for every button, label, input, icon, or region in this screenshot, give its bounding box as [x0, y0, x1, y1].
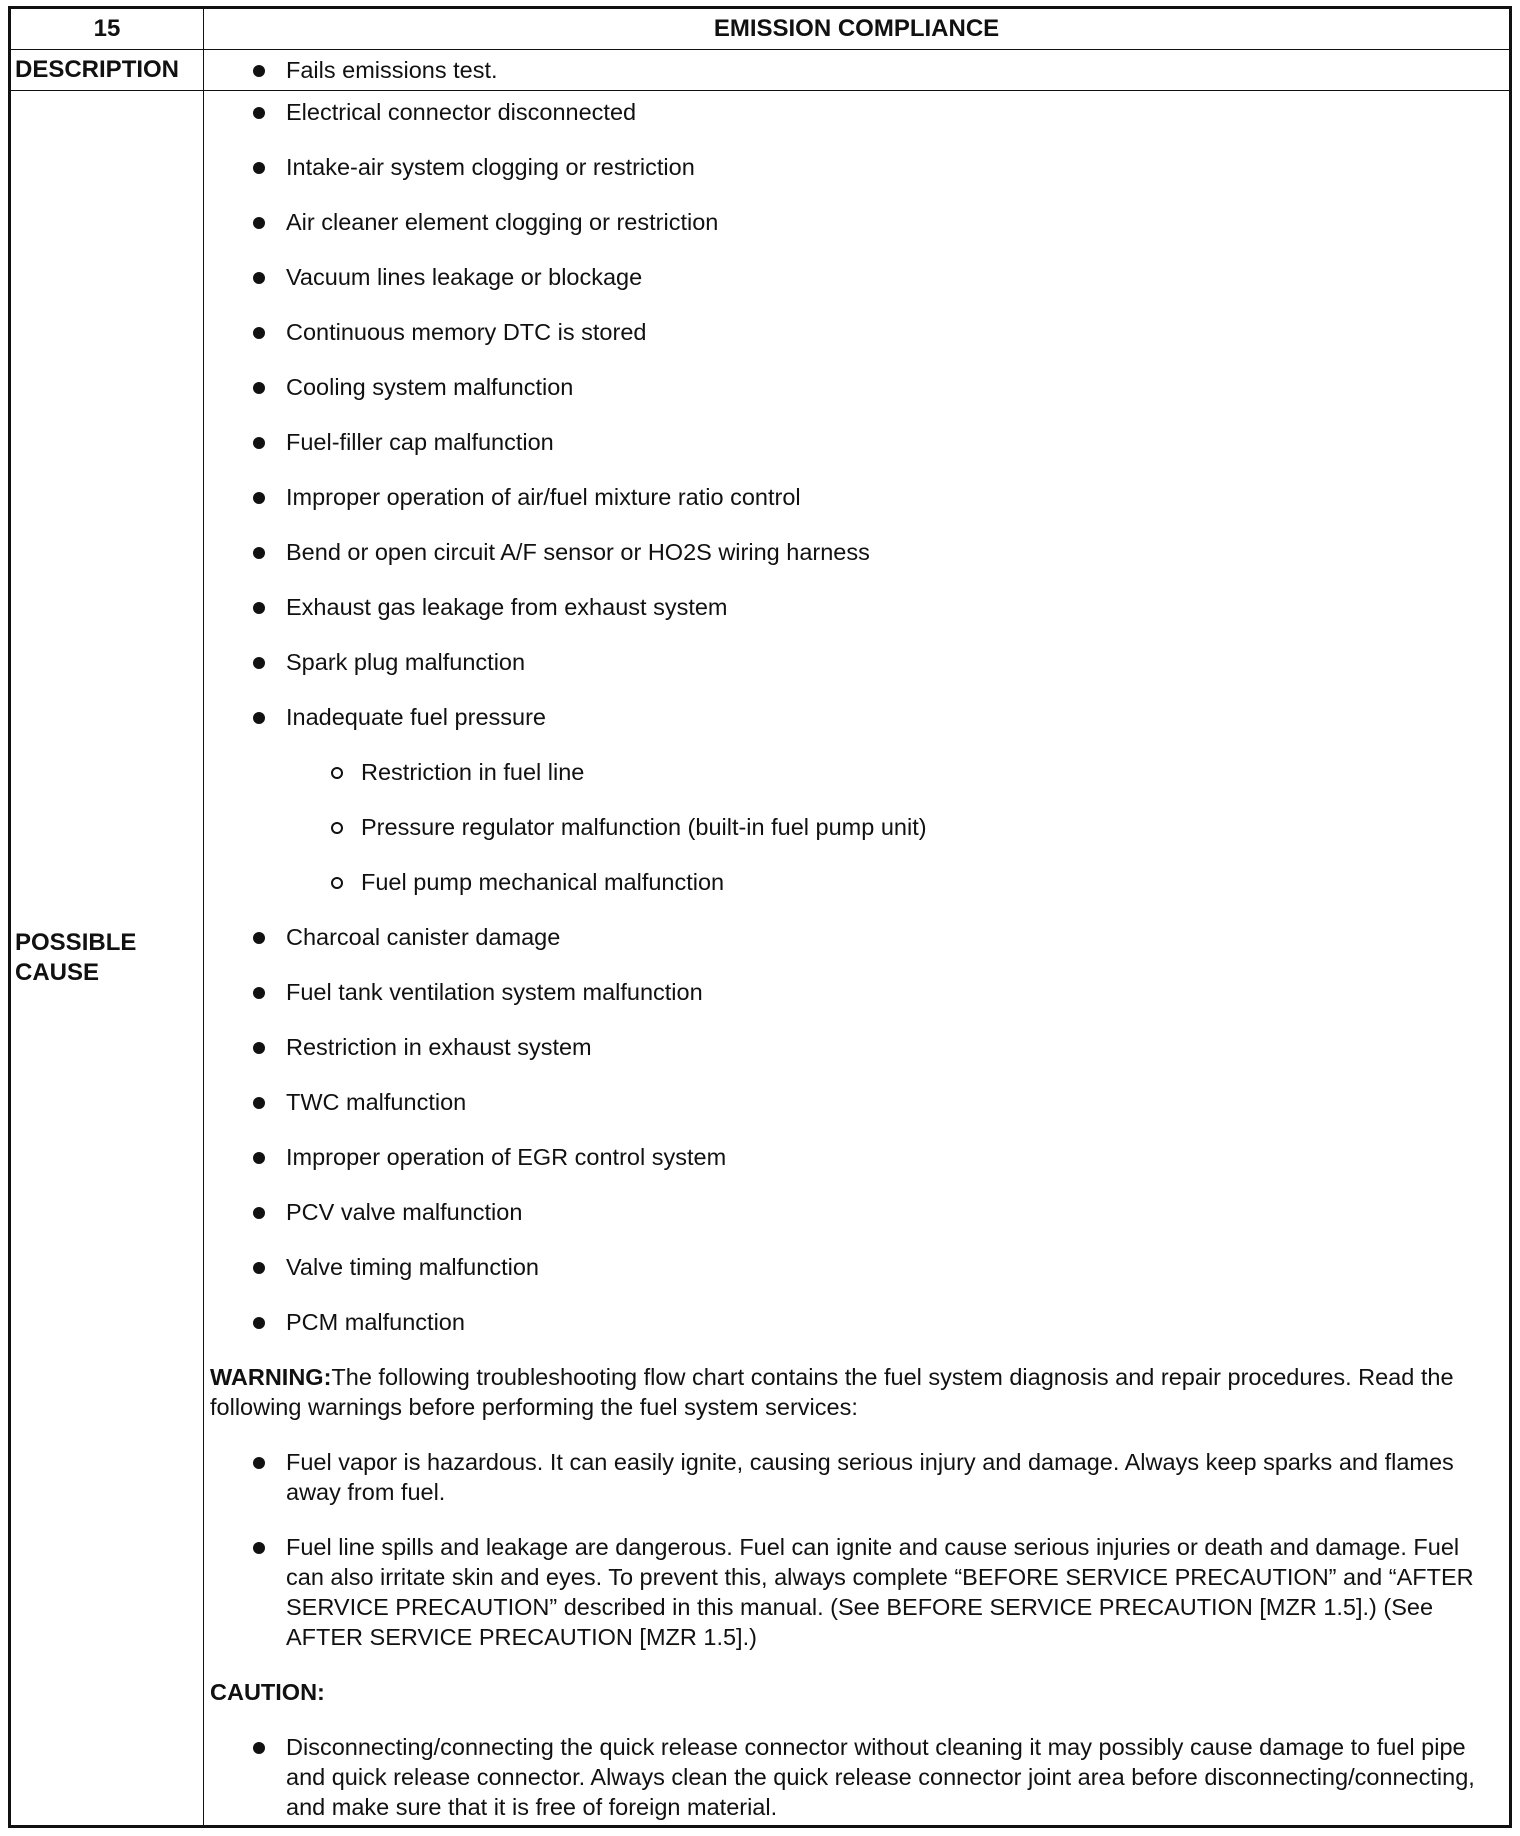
warning-bullet: Fuel line spills and leakage are dangerous. Fuel can ignite and cause serious injuries or death and damage. Fuel can also irritate skin and eyes. To prevent this, always complete “BEFORE SERVICE PRECAUTION” and “AFTER SERVICE PRECAUTION” described in this manual. (See BEFORE SERVICE PRECAUTION [MZR 1.5].) (See AFTER SERVICE PRECAUTION [MZR 1.5].): [210, 1532, 1493, 1652]
cause-sub-item: Pressure regulator malfunction (built-in fuel pump unit): [210, 812, 1493, 867]
troubleshooting-table: [10, 8, 1510, 1826]
cause-item: Improper operation of air/fuel mixture ratio control: [210, 482, 1493, 537]
cause-item: Charcoal canister damage: [210, 922, 1493, 977]
cause-item: Electrical connector disconnected: [210, 97, 1493, 152]
troubleshooting-sheet: [8, 6, 1512, 1828]
possible-cause-label-line2: CAUSE: [15, 959, 100, 986]
cause-item: Cooling system malfunction: [210, 372, 1493, 427]
cause-item: PCM malfunction: [210, 1307, 1493, 1362]
cause-item: Exhaust gas leakage from exhaust system: [210, 592, 1493, 647]
caution-bullet: Disconnecting/connecting the quick release connector without cleaning it may possibly cause damage to fuel pipe and quick release connector. Always clean the quick release connector joint area before disconnecting/connecting, and make sure that it is free of foreign material.: [210, 1732, 1493, 1822]
possible-cause-row: [11, 91, 1510, 1826]
description-label: DESCRIPTION: [11, 50, 204, 91]
cause-item: Spark plug malfunction: [210, 647, 1493, 702]
caution-lead: CAUTION:: [210, 1679, 325, 1705]
cause-item: TWC malfunction: [210, 1087, 1493, 1142]
warning-text: The following troubleshooting flow chart contains the fuel system diagnosis and repair procedures. Read the following warnings before performing the fuel system services:: [210, 1364, 1454, 1420]
cause-item: PCV valve malfunction: [210, 1197, 1493, 1252]
description-row: [11, 50, 1510, 91]
cause-sub-item: Restriction in fuel line: [210, 757, 1493, 812]
section-title: EMISSION COMPLIANCE: [204, 9, 1510, 50]
cause-sub-item: Fuel pump mechanical malfunction: [210, 867, 1493, 922]
step-number: 15: [11, 9, 204, 50]
warning-paragraph: [210, 1362, 1493, 1422]
warning-bullet: Fuel vapor is hazardous. It can easily ignite, causing serious injury and damage. Always keep sparks and flames away from fuel.: [210, 1447, 1493, 1507]
description-content: [204, 50, 1510, 91]
cause-item: Fuel-filler cap malfunction: [210, 427, 1493, 482]
cause-item: Fuel tank ventilation system malfunction: [210, 977, 1493, 1032]
cause-item: Improper operation of EGR control system: [210, 1142, 1493, 1197]
possible-cause-content: [204, 91, 1510, 1826]
header-row: [11, 9, 1510, 50]
cause-item: Restriction in exhaust system: [210, 1032, 1493, 1087]
cause-item: Vacuum lines leakage or blockage: [210, 262, 1493, 317]
possible-cause-label-line1: POSSIBLE: [15, 929, 137, 956]
warning-lead: WARNING:: [210, 1364, 332, 1390]
cause-item: Valve timing malfunction: [210, 1252, 1493, 1307]
possible-cause-label: [11, 91, 204, 1826]
cause-item: Intake-air system clogging or restriction: [210, 152, 1493, 207]
cause-item: Bend or open circuit A/F sensor or HO2S wiring harness: [210, 537, 1493, 592]
cause-item: Inadequate fuel pressure: [210, 702, 1493, 757]
cause-item: Air cleaner element clogging or restriction: [210, 207, 1493, 262]
description-item: Fails emissions test.: [210, 55, 1493, 85]
cause-item: Continuous memory DTC is stored: [210, 317, 1493, 372]
